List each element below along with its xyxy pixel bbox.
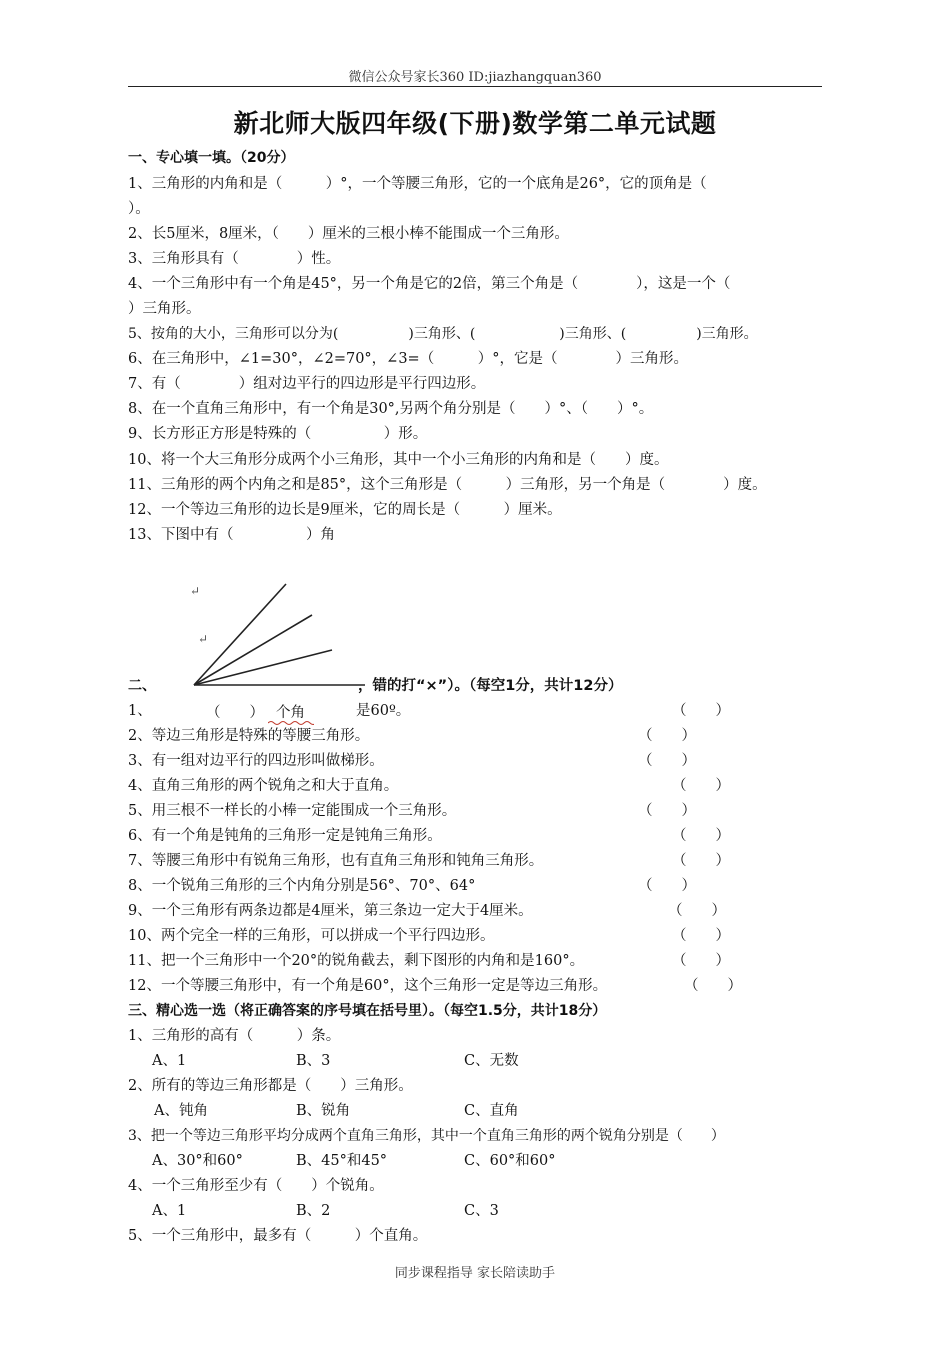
s1-line-9: 9、长方形正方形是特殊的（ ）形。 — [128, 426, 428, 442]
page-header: 微信公众号家长360 ID:jiazhangquan360 — [348, 70, 602, 85]
s2-item-1: 1、 — [128, 703, 152, 719]
s1-line-2: 2、长5厘米，8厘米，（ ）厘米的三根小棒不能围成一个三角形。 — [128, 226, 569, 242]
s1-line-6: 6、在三角形中，∠1=30°，∠2=70°，∠3=（ ）°，它是（ ）三角形。 — [128, 351, 688, 367]
s2-item-1-paren: （ ） — [672, 703, 730, 719]
s2-item-2: 2、等边三角形是特殊的等腰三角形。 — [128, 728, 370, 744]
s1-line-1-cont: ）。 — [128, 201, 150, 217]
s3-question-5: 5、一个三角形中，最多有（ ）个直角。 — [128, 1228, 428, 1244]
s3-q1-option-c: C、无数 — [464, 1053, 519, 1069]
s1-line-13: 13、下图中有（ ）角 — [128, 527, 335, 543]
section2-heading-left: 二、 — [128, 678, 156, 694]
s2-item-10: 10、两个完全一样的三角形，可以拼成一个平行四边形。 — [128, 928, 495, 944]
s2-item-5-paren: （ ） — [638, 803, 696, 819]
s3-question-3: 3、把一个等边三角形平均分成两个直角三角形，其中一个直角三角形的两个锐角分别是（ ） — [128, 1128, 725, 1144]
s3-q1-option-a: A、1 — [152, 1053, 187, 1069]
s2-item-2-paren: （ ） — [638, 728, 696, 744]
s2-item-6-paren: （ ） — [672, 828, 730, 844]
s3-q3-option-b: B、45°和45° — [296, 1153, 388, 1169]
s2-item-4-paren: （ ） — [672, 778, 730, 794]
s2-item-4: 4、直角三角形的两个锐角之和大于直角。 — [128, 778, 399, 794]
section2-heading-right: ，错的打“×”）。（每空1分，共计12分） — [358, 678, 623, 694]
s1-line-7: 7、有（ ）组对边平行的四边形是平行四边形。 — [128, 376, 486, 392]
s3-q2-option-a: A、钝角 — [154, 1103, 208, 1119]
s2-item-7-paren: （ ） — [672, 853, 730, 869]
section3-heading: 三、精心选一选（将正确答案的序号填在括号里）。（每空1.5分，共计18分） — [128, 1003, 607, 1019]
page-title: 新北师大版四年级(下册)数学第二单元试题 — [233, 109, 717, 138]
s3-question-1: 1、三角形的高有（ ）条。 — [128, 1028, 341, 1044]
s2-item-9-paren: （ ） — [668, 903, 726, 919]
s3-q1-option-b: B、3 — [296, 1053, 331, 1069]
paragraph-mark-icon: ↵ — [190, 584, 201, 598]
figure-label: 个角 — [276, 705, 305, 721]
s1-line-10: 10、将一个大三角形分成两个小三角形，其中一个小三角形的内角和是（ ）度。 — [128, 452, 669, 468]
s2-item-11-paren: （ ） — [672, 953, 730, 969]
s1-line-5: 5、按角的大小，三角形可以分为( )三角形、( )三角形、( )三角形。 — [128, 326, 758, 342]
paragraph-mark-icon: ↵ — [198, 632, 209, 646]
s2-item-10-paren: （ ） — [672, 928, 730, 944]
s2-item-8: 8、一个锐角三角形的三个内角分别是56°、70°、64° — [128, 878, 476, 894]
ray-3 — [194, 650, 332, 685]
s3-question-2: 2、所有的等边三角形都是（ ）三角形。 — [128, 1078, 413, 1094]
s1-line-4-cont: ）三角形。 — [128, 301, 201, 317]
s1-line-1: 1、三角形的内角和是（ ）°，一个等腰三角形，它的一个底角是26°，它的顶角是（ — [128, 176, 707, 192]
s2-item-3-paren: （ ） — [638, 753, 696, 769]
s3-q4-option-a: A、1 — [152, 1203, 187, 1219]
s1-line-8: 8、在一个直角三角形中，有一个角是30°,另两个角分别是（ ）°、（ ）°。 — [128, 401, 654, 417]
s2-item-12-paren: （ ） — [684, 978, 742, 994]
s2-item-12: 12、一个等腰三角形中，有一个角是60°，这个三角形一定是等边三角形。 — [128, 978, 608, 994]
s3-q2-option-b: B、锐角 — [296, 1103, 351, 1119]
header-divider — [128, 86, 822, 87]
s1-line-4: 4、一个三角形中有一个角是45°，另一个角是它的2倍，第三个角是（ ），这是一个（ — [128, 276, 731, 292]
angle-rays-figure — [180, 580, 380, 695]
s2-item-3: 3、有一组对边平行的四边形叫做梯形。 — [128, 753, 384, 769]
s3-q4-option-c: C、3 — [464, 1203, 499, 1219]
s3-question-4: 4、一个三角形至少有（ ）个锐角。 — [128, 1178, 384, 1194]
s2-item-1-tail: 是60º。 — [356, 703, 411, 719]
s2-item-6: 6、有一个角是钝角的三角形一定是钝角三角形。 — [128, 828, 442, 844]
s3-q3-option-a: A、30°和60° — [152, 1153, 243, 1169]
section1-heading: 一、专心填一填。（20分） — [128, 150, 295, 166]
s3-q4-option-b: B、2 — [296, 1203, 331, 1219]
s3-q3-option-c: C、60°和60° — [464, 1153, 556, 1169]
s2-item-8-paren: （ ） — [638, 878, 696, 894]
s3-q2-option-c: C、直角 — [464, 1103, 519, 1119]
s1-line-3: 3、三角形具有（ ）性。 — [128, 251, 341, 267]
s1-line-11: 11、三角形的两个内角之和是85°，这个三角形是（ ）三角形，另一个角是（ ）度。 — [128, 477, 767, 493]
ray-2 — [194, 615, 312, 685]
page-footer: 同步课程指导 家长陪读助手 — [394, 1266, 556, 1281]
s1-line-12: 12、一个等边三角形的边长是9厘米，它的周长是（ ）厘米。 — [128, 502, 562, 518]
s2-item-9: 9、一个三角形有两条边都是4厘米，第三条边一定大于4厘米。 — [128, 903, 533, 919]
s2-item-5: 5、用三根不一样长的小棒一定能围成一个三角形。 — [128, 803, 457, 819]
figure-blank: （ ） — [206, 705, 264, 721]
s2-item-11: 11、把一个三角形中一个20°的锐角截去，剩下图形的内角和是160°。 — [128, 953, 585, 969]
s2-item-7: 7、等腰三角形中有锐角三角形，也有直角三角形和钝角三角形。 — [128, 853, 544, 869]
